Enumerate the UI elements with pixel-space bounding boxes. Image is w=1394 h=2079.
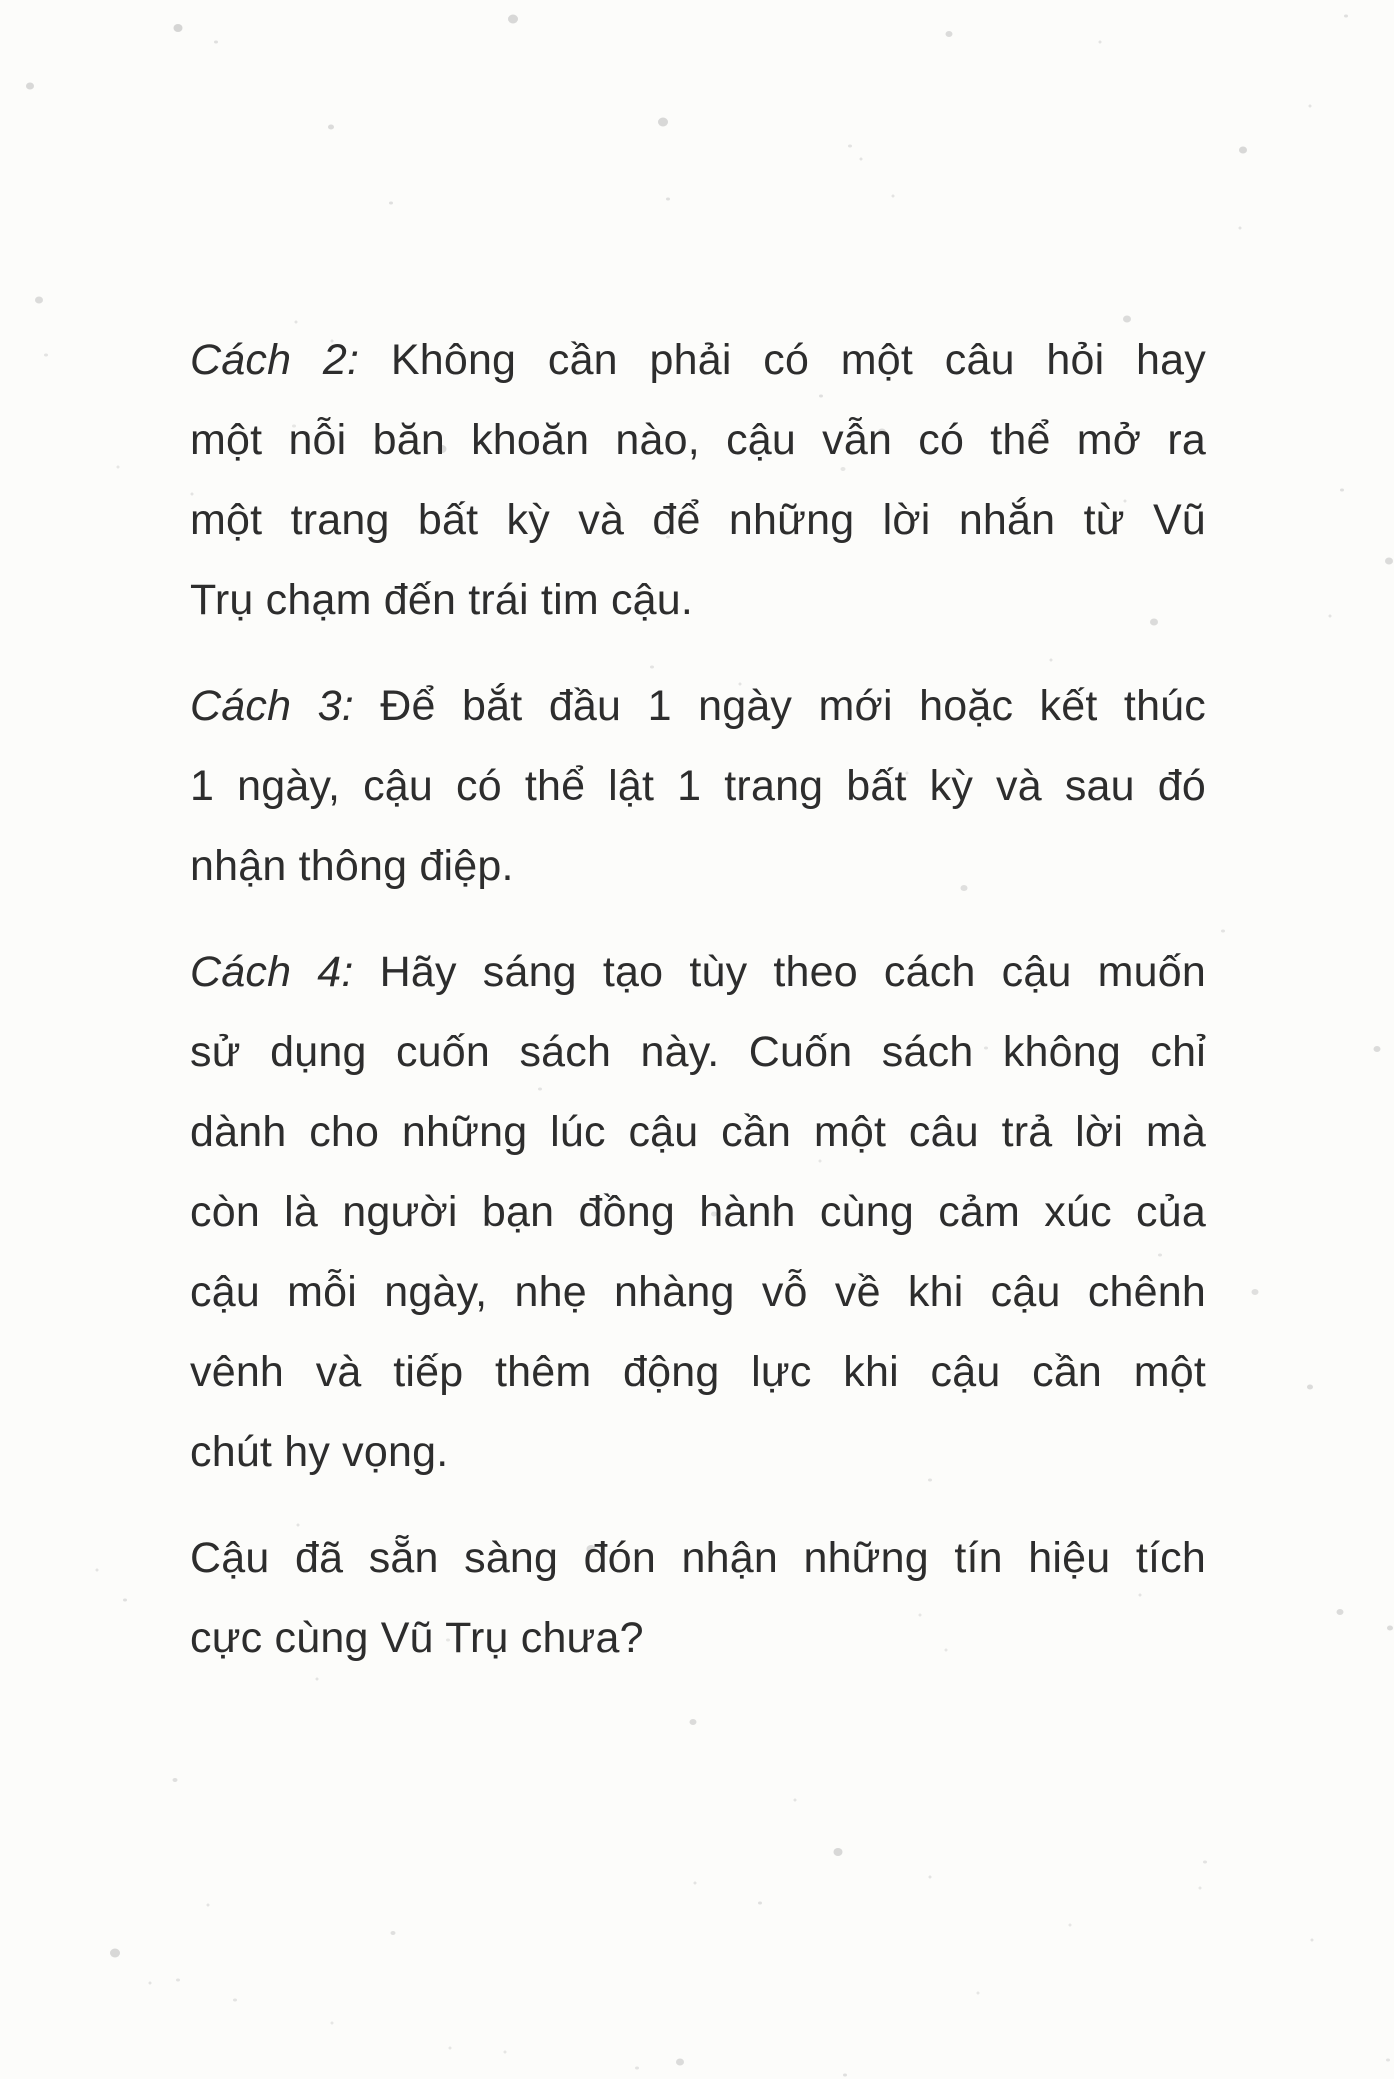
star-dot	[123, 1599, 127, 1602]
text-line	[190, 826, 1206, 906]
star-dot	[1374, 1046, 1381, 1052]
star-dot	[233, 1999, 237, 2002]
line-text: cực cùng Vũ Trụ chưa?	[190, 1614, 644, 1662]
paragraph	[190, 932, 1206, 1492]
star-dot	[694, 1882, 697, 1885]
star-dot	[1386, 2059, 1390, 2062]
star-dot	[391, 1931, 396, 1935]
star-dot	[658, 118, 668, 127]
star-dot	[1385, 558, 1393, 565]
text-line	[190, 1332, 1206, 1412]
star-dot	[977, 1992, 980, 1995]
star-dot	[449, 2047, 452, 2050]
line-text: một trang bất kỳ và để những lời nhắn từ Vũ	[190, 496, 1206, 544]
star-dot	[96, 1569, 99, 1572]
line-text: Cậu đã sẵn sàng đón nhận những tín hiệu tích	[190, 1534, 1206, 1582]
text-line	[190, 560, 1206, 640]
star-dot	[758, 1902, 762, 1905]
method-label: Cách 3:	[190, 682, 354, 730]
star-dot	[508, 15, 518, 24]
star-dot	[117, 466, 120, 469]
star-dot	[173, 1778, 178, 1782]
line-text: Hãy sáng tạo tùy theo cách cậu muốn	[353, 948, 1206, 996]
star-dot	[214, 41, 218, 44]
star-dot	[1099, 41, 1102, 44]
star-dot	[1069, 1924, 1072, 1927]
star-dot	[110, 1949, 120, 1958]
star-dot	[331, 2022, 334, 2025]
star-dot	[635, 2067, 639, 2070]
text-line	[190, 746, 1206, 826]
star-dot	[860, 158, 863, 161]
star-dot	[1239, 227, 1242, 230]
paragraph	[190, 320, 1206, 640]
line-text: Để bắt đầu 1 ngày mới hoặc kết thúc	[353, 682, 1206, 730]
star-dot	[389, 202, 393, 205]
star-dot	[946, 31, 953, 37]
line-text: vênh và tiếp thêm động lực khi cậu cần một	[190, 1348, 1206, 1396]
star-dot	[1329, 615, 1332, 618]
star-dot	[174, 24, 183, 32]
star-dot	[149, 1982, 152, 1985]
line-text: Trụ chạm đến trái tim cậu.	[190, 576, 694, 624]
star-dot	[929, 1876, 932, 1879]
star-dot	[207, 1904, 210, 1907]
star-dot	[328, 125, 334, 130]
paragraph	[190, 1518, 1206, 1678]
text-line	[190, 932, 1206, 1012]
text-line	[190, 1252, 1206, 1332]
method-label: Cách 2:	[190, 336, 360, 384]
star-dot	[1252, 1289, 1259, 1295]
star-dot	[35, 297, 43, 304]
star-dot	[176, 1979, 180, 1982]
star-dot	[1340, 489, 1344, 492]
line-text: Không cần phải có một câu hỏi hay	[359, 336, 1206, 384]
star-dot	[1307, 1385, 1313, 1390]
star-dot	[504, 2051, 507, 2054]
star-dot	[690, 1719, 697, 1725]
text-line	[190, 1598, 1206, 1678]
star-dot	[892, 195, 895, 198]
line-text: còn là người bạn đồng hành cùng cảm xúc của	[190, 1188, 1206, 1236]
text-line	[190, 480, 1206, 560]
star-dot	[1199, 1887, 1202, 1890]
star-dot	[676, 2059, 684, 2066]
star-dot	[1337, 1609, 1344, 1615]
page-text	[190, 320, 1206, 1678]
star-dot	[1387, 1626, 1393, 1631]
star-dot	[848, 145, 852, 148]
line-text: cậu mỗi ngày, nhẹ nhàng vỗ về khi cậu chênh	[190, 1268, 1206, 1316]
text-line	[190, 1092, 1206, 1172]
text-line	[190, 1518, 1206, 1598]
line-text: chút hy vọng.	[190, 1428, 449, 1476]
star-dot	[834, 1848, 843, 1856]
text-line	[190, 1412, 1206, 1492]
star-dot	[1344, 15, 1348, 18]
star-dot	[44, 354, 48, 357]
star-dot	[1239, 147, 1247, 154]
line-text: một nỗi băn khoăn nào, cậu vẫn có thể mở ra	[190, 416, 1206, 464]
star-dot	[1309, 105, 1312, 108]
star-dot	[1203, 1861, 1207, 1864]
star-dot	[1311, 1939, 1314, 1942]
line-text: nhận thông điệp.	[190, 842, 514, 890]
text-line	[190, 1172, 1206, 1252]
line-text: 1 ngày, cậu có thể lật 1 trang bất kỳ và sau đó	[190, 762, 1206, 810]
star-dot	[666, 198, 670, 201]
line-text: dành cho những lúc cậu cần một câu trả lời mà	[190, 1108, 1206, 1156]
star-dot	[794, 1799, 797, 1802]
paragraph	[190, 666, 1206, 906]
star-dot	[1221, 930, 1225, 933]
method-label: Cách 4:	[190, 948, 354, 996]
star-dot	[26, 83, 34, 90]
text-line	[190, 666, 1206, 746]
text-line	[190, 1012, 1206, 1092]
text-line	[190, 400, 1206, 480]
line-text: sử dụng cuốn sách này. Cuốn sách không chỉ	[190, 1028, 1206, 1076]
text-line	[190, 320, 1206, 400]
star-dot	[843, 2074, 847, 2077]
